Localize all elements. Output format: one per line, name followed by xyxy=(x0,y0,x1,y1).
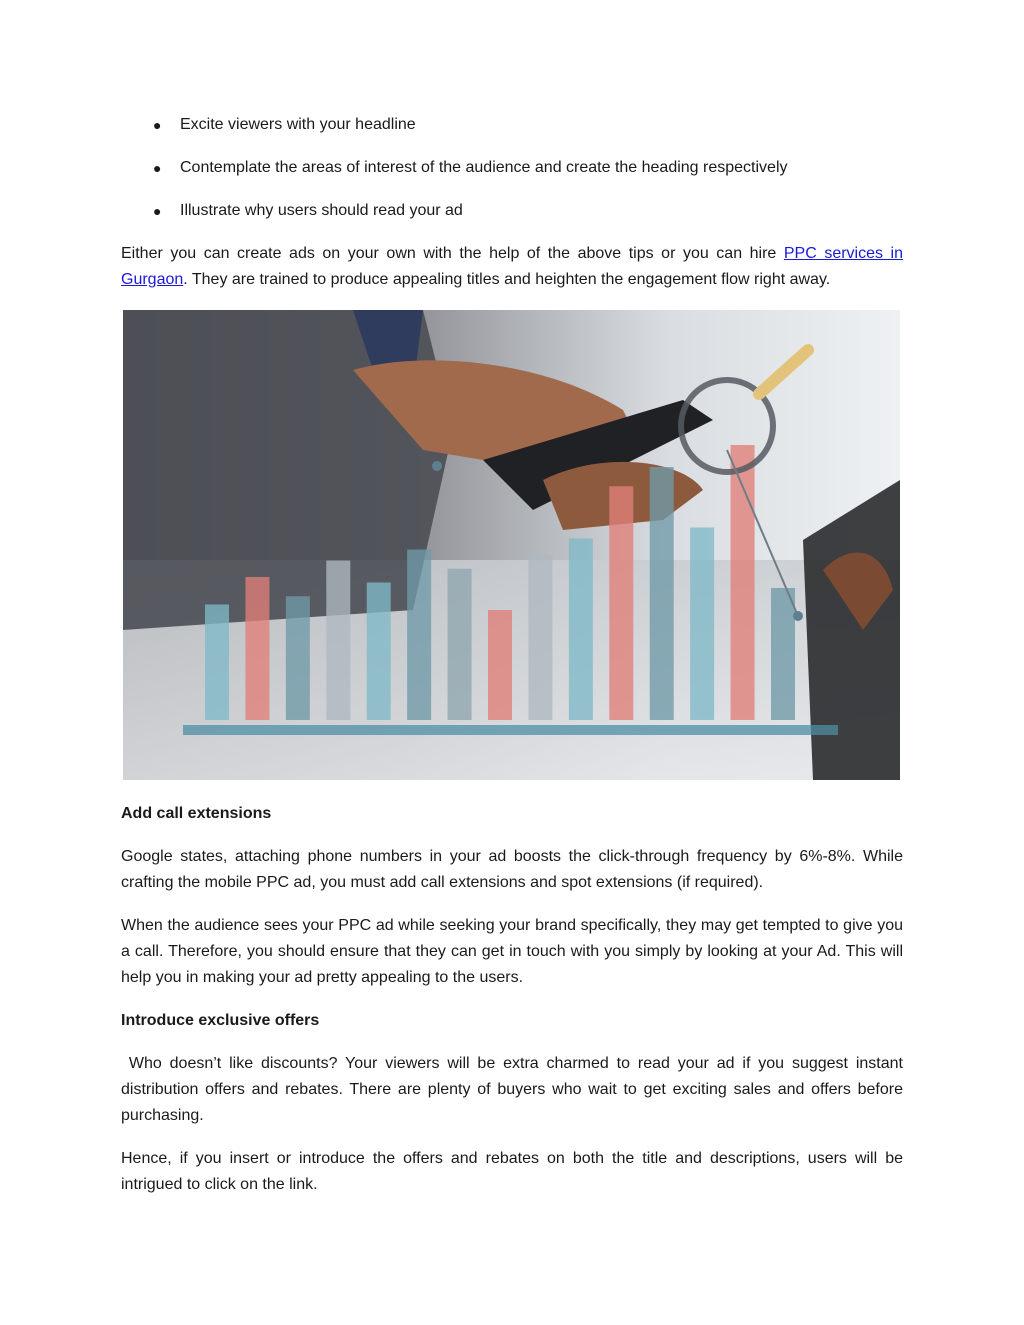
list-item xyxy=(121,112,903,138)
ppc-services-link[interactable]: PPC services in Gurgaon xyxy=(121,245,904,288)
chart-bar xyxy=(286,596,310,720)
trend-point xyxy=(793,611,803,621)
list-item-text: Excite viewers with your headline xyxy=(180,116,416,133)
chart-bar xyxy=(650,467,674,720)
chart-bar xyxy=(448,569,472,720)
chart-bar xyxy=(488,610,512,720)
bullet-icon: ● xyxy=(153,203,162,219)
trend-point xyxy=(432,461,442,471)
chart-baseline xyxy=(183,725,838,735)
paragraph: Who doesn’t like discounts? Your viewers will be extra charmed to read your ad if you suggest instant distribution offers and rebates. There are plenty of buyers who wait to get exciting sales and offers before purchasing. xyxy=(121,1055,908,1124)
chart-bar xyxy=(609,486,633,720)
document-content xyxy=(121,112,908,1215)
paragraph: Google states, attaching phone numbers in your ad boosts the click-through frequency by 6%-8%. While crafting the mobile PPC ad, you must add call extensions and spot extensions (if required). xyxy=(121,848,903,891)
intro-paragraph xyxy=(121,241,903,293)
photo-illustration xyxy=(123,310,900,780)
list-item-text: Illustrate why users should read your ad xyxy=(180,202,463,219)
chart-bar xyxy=(569,539,593,721)
chart-bar xyxy=(771,588,795,720)
intro-text-end: . They are trained to produce appealing titles and heighten the engagement flow right away. xyxy=(183,271,831,288)
bullet-icon: ● xyxy=(153,117,162,133)
section-heading: Introduce exclusive offers xyxy=(121,1012,320,1029)
paragraph: When the audience sees your PPC ad while seeking your brand specifically, they may get tempted to give you a call. Therefore, you should ensure that they can get in touch with you simply by looking at your Ad. This will help you in making your ad pretty appealing to the users. xyxy=(121,917,903,986)
chart-bar xyxy=(326,561,350,721)
chart-bar xyxy=(528,555,552,720)
list-item-text: Contemplate the areas of interest of the audience and create the heading respectively xyxy=(180,159,788,176)
intro-text: Either you can create ads on your own with the help of the above tips or you can hire xyxy=(121,245,784,262)
business-analytics-photo xyxy=(123,310,900,780)
paragraph: Hence, if you insert or introduce the offers and rebates on both the title and descriptions, users will be intrigued to click on the link. xyxy=(121,1150,903,1193)
chart-bar xyxy=(407,550,431,721)
bullet-icon: ● xyxy=(153,160,162,176)
list-item xyxy=(121,198,903,224)
list-item xyxy=(121,155,903,181)
tips-list xyxy=(121,112,903,224)
chart-bar xyxy=(245,577,269,720)
section-heading: Add call extensions xyxy=(121,805,272,822)
chart-bar xyxy=(367,583,391,721)
chart-bar xyxy=(690,528,714,721)
chart-bar xyxy=(205,605,229,721)
